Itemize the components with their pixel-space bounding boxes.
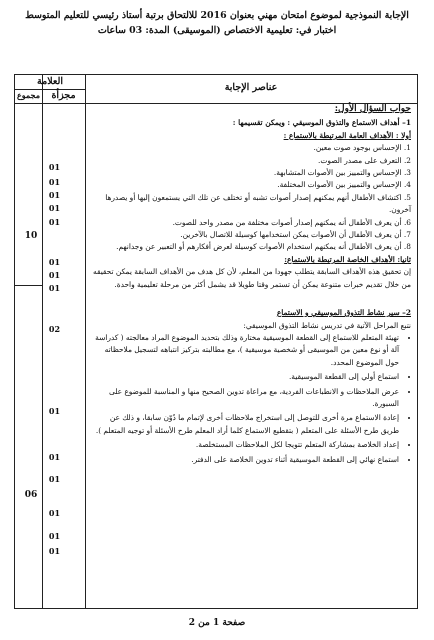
header-subtitle: اختبار في: تعليمية الاختصاص (الموسيقى) المدة: 03 ساعات <box>97 25 337 36</box>
row-divider <box>15 285 42 286</box>
section-title: 2– سير نشاط التذوق الموسيقي و الاستماع <box>276 308 411 318</box>
partial-grade: 01 <box>48 270 61 280</box>
section-title: 1– أهداف الاستماع والتذوق الموسيقي : ويمكن تقسيمها : <box>232 118 411 128</box>
partial-grade: 01 <box>48 190 61 200</box>
list-item: 7. أن يعرف الأطفال أن الأصوات يمكن استخدامها كوسيلة للاتصال بالآخرين. <box>180 230 411 240</box>
question-title: جواب السؤال الأول: <box>334 104 411 114</box>
partial-grade: 02 <box>48 324 61 334</box>
column-divider <box>42 75 43 608</box>
list-item: 3. الإحساس والتمييز بين الأصوات المتشابهة. <box>273 168 411 178</box>
partial-grade: 01 <box>48 474 61 484</box>
partial-grade: 01 <box>48 203 61 213</box>
list-item: 6. أن يعرف الأطفال أنه يمكنهم إصدار أصوات مختلفة من مصدر واحد للصوت. <box>172 217 411 227</box>
list-item: • تهيئة المتعلم للاستماع إلى القطعة الموسيقية مختارة وذلك بتحديد الموضوع المراد معالجته ( كدراسة آلة أو نوع معين من الموسيقى أو شخصية موسيقية )، مع مطالبته بتركيز انتباهه لتسجيل ملاحظاته حول الموضوع المحدد. <box>93 332 399 369</box>
total-grade: 06 <box>24 490 38 500</box>
list-item: 8. أن يعرف الأطفال أنه يمكنهم استخدام الأصوات كوسيلة لعرض أفكارهم أو التعبير عن وجدانهم. <box>116 242 411 252</box>
subsection-title: أولا : الأهداف العامة المرتبطة بالاستماع : <box>283 130 411 140</box>
column-divider <box>85 75 86 608</box>
subsection-title: ثانيا: الأهداف الخاصة المرتبطة بالاستماع: <box>284 254 411 264</box>
list-item: 1. الإحساس بوجود صوت معين. <box>313 143 411 153</box>
partial-grade: 01 <box>48 257 61 267</box>
list-item: • إعادة الاستماع مرة أخرى للتوصل إلى استخراج ملاحظات أخرى لإتمام ما دُوّن سابقا، و ذلك عن طريق طرح الأسئلة على المتعلم ( بتقطيع الاستماع كلما أراد المعلم طرح الأسئلة أو توجيه المتعلم ). <box>93 412 399 437</box>
partial-grade: 01 <box>48 217 61 227</box>
list-item: 4. الإحساس والتمييز بين الأصوات المختلفة. <box>277 180 411 190</box>
paragraph: إن تحقيق هذه الأهداف السابقة يتطلب جهودا من المعلم، لأن كل هدف من الأهداف السابقة يمكن تحقيقه من خلال تقديم خبرات متنوعة يمكن أن تستمر وقتا طويلا قد يشمل أكثر من مرحلة تعليمية واحدة. <box>93 267 411 289</box>
total-grade-header: مجموع <box>17 90 40 100</box>
paragraph: نتبع المراحل الآتية في تدريس نشاط التذوق الموسيقي: <box>243 320 411 330</box>
document-header <box>6 8 428 38</box>
partial-grade: 01 <box>48 177 61 187</box>
partial-grade: 01 <box>48 406 61 416</box>
partial-grade: 01 <box>48 452 61 462</box>
spacer <box>93 291 411 307</box>
partial-grade: 01 <box>48 508 61 518</box>
answer-table <box>14 74 418 609</box>
grade-header: العلامة <box>37 76 63 87</box>
partial-grade: 01 <box>48 283 61 293</box>
list-item: • استماع نهائي إلى القطعة الموسيقية أثناء تدوين الخلاصة على الدفتر. <box>93 454 399 466</box>
answers-header: عناصر الإجابة <box>224 82 278 93</box>
partial-grade: 01 <box>48 531 61 541</box>
steps-list <box>93 332 411 466</box>
page-number: صفحة 1 من 2 <box>188 618 246 628</box>
list-item: 2. التعرف على مصدر الصوت. <box>318 155 411 165</box>
list-item: • استماع أولي إلى القطعة الموسيقية. <box>93 371 399 383</box>
partial-grade-header: مجزأة <box>51 90 76 101</box>
list-item: • إعداد الخلاصة بمشاركة المتعلم تتويجا لكل الملاحظات المستخلصة. <box>93 439 399 451</box>
partial-grade: 01 <box>48 162 61 172</box>
total-grade: 10 <box>24 231 38 241</box>
header-title: الإجابة النموذجية لموضوع امتحان مهني بعنوان 2016 للالتحاق برتبة أستاذ رئيسي للتعليم المتوسط <box>25 10 409 21</box>
partial-grade: 01 <box>48 546 61 556</box>
list-item: • عرض الملاحظات و الانطباعات الفردية، مع مراعاة تدوين الصحيح منها و المناسبة للموضوع على السبورة. <box>93 386 399 411</box>
list-item: 5. اكتشاف الأطفال أنهم يمكنهم إصدار أصوات تشبه أو تختلف عن تلك التي يستمعون إليها أو يصدرها آخرون. <box>105 192 411 215</box>
answer-body <box>93 103 411 468</box>
